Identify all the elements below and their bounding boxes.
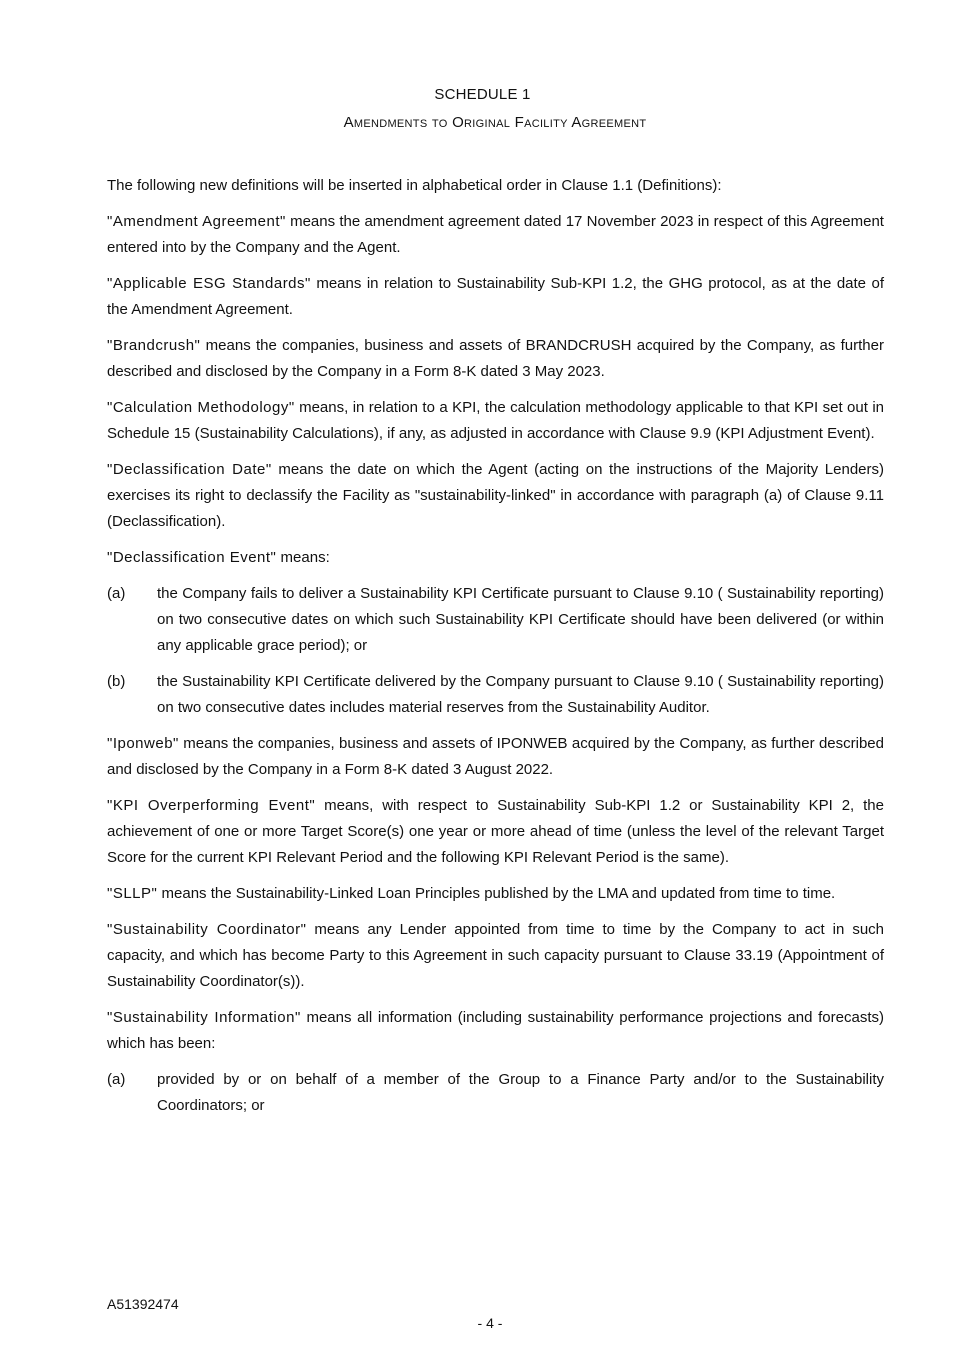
definition-text: means all information (including sustainability performance projections and forecasts) which has been: <box>107 1009 884 1052</box>
definition-paragraph <box>107 881 884 907</box>
list-item-label: (b) <box>107 673 126 690</box>
definition-text: means the companies, business and assets of IPONWEB acquired by the Company, as further described and disclosed by the Company in a Form 8-K dated 3 August 2022. <box>107 735 884 778</box>
schedule-subtitle <box>0 114 965 131</box>
list-item-text: the Sustainability KPI Certificate delivered by the Company pursuant to Clause 9.10 ( Sustainability reporting) on two consecutive dates includes material reserves from the Sustainability Auditor. <box>157 673 884 716</box>
definition-text: means, with respect to Sustainability Sub-KPI 1.2 or Sustainability KPI 2, the achievement of one or more Target Score(s) one year or more ahead of time (unless the level of the relevant Target Score for the current KPI Relevant Period and the following KPI Relevant Period is the same). <box>107 797 884 866</box>
definition-term: "KPI Overperforming Event" <box>107 797 316 814</box>
definition-paragraph <box>107 395 884 447</box>
definition-text: means the date on which the Agent (acting on the instructions of the Majority Lenders) exercises its right to declassify the Facility as "sustainability-linked" in accordance with paragraph (a) of Clause 9.11 (Declassification). <box>107 461 884 530</box>
definition-term: "SLLP" <box>107 885 158 902</box>
list-item <box>107 1067 884 1119</box>
definition-term: "Declassification Event" <box>107 549 277 566</box>
definition-text: means the Sustainability-Linked Loan Principles published by the LMA and updated from time to time. <box>157 885 836 902</box>
definition-paragraph <box>107 731 884 783</box>
list-item-text: provided by or on behalf of a member of the Group to a Finance Party and/or to the Sustainability Coordinators; or <box>157 1071 884 1114</box>
list-item-label: (a) <box>107 1071 126 1088</box>
definition-term: "Brandcrush" <box>107 337 201 354</box>
definition-term: "Iponweb" <box>107 735 179 752</box>
definition-text: means any Lender appointed from time to time by the Company to act in such capacity, and which has become Party to this Agreement in such capacity pursuant to Clause 33.19 (Appointment of Sustainability Coordinator(s)). <box>107 921 885 990</box>
list-item <box>107 581 884 659</box>
definition-paragraph <box>107 917 884 995</box>
definition-text: means in relation to Sustainability Sub-KPI 1.2, the GHG protocol, as at the date of the Amendment Agreement. <box>107 275 884 318</box>
definition-text: means: <box>276 549 330 566</box>
definition-term: "Sustainability Coordinator" <box>107 921 307 938</box>
intro-paragraph: The following new definitions will be inserted in alphabetical order in Clause 1.1 (Definitions): <box>107 177 722 194</box>
list-item-text: the Company fails to deliver a Sustainability KPI Certificate pursuant to Clause 9.10 ( Sustainability reporting) on two consecutive dates on which such Sustainability KPI Certificate should have been delivered (or within any applicable grace period); or <box>157 585 884 654</box>
definition-paragraph <box>107 793 884 871</box>
schedule-subtitle-text: Amendments to Original Facility Agreement <box>343 114 647 131</box>
definition-term: "Applicable ESG Standards" <box>107 275 311 292</box>
page-number: - 4 - <box>477 1315 503 1331</box>
schedule-title: SCHEDULE 1 <box>434 86 531 103</box>
list-item <box>107 669 884 721</box>
definition-paragraph <box>107 545 884 571</box>
definition-text: means the amendment agreement dated 17 November 2023 in respect of this Agreement entered into by the Company and the Agent. <box>107 213 884 256</box>
list-item-label: (a) <box>107 585 126 602</box>
definition-paragraph <box>107 209 884 261</box>
definition-paragraph <box>107 333 884 385</box>
definition-term: "Declassification Date" <box>107 461 272 478</box>
definition-text: means, in relation to a KPI, the calculation methodology applicable to that KPI set out in Schedule 15 (Sustainability Calculations), if any, as adjusted in accordance with Clause 9.9 (KPI Adjustment Event). <box>107 399 884 442</box>
document-reference: A51392474 <box>107 1296 179 1312</box>
definition-text: means the companies, business and assets of BRANDCRUSH acquired by the Company, as further described and disclosed by the Company in a Form 8-K dated 3 May 2023. <box>107 337 884 380</box>
definition-term: "Calculation Methodology" <box>107 399 295 416</box>
definition-paragraph <box>107 457 884 535</box>
definition-term: "Amendment Agreement" <box>107 213 286 230</box>
definition-paragraph <box>107 271 884 323</box>
document-body <box>107 173 884 1129</box>
definition-paragraph <box>107 1005 884 1057</box>
definition-term: "Sustainability Information" <box>107 1009 301 1026</box>
